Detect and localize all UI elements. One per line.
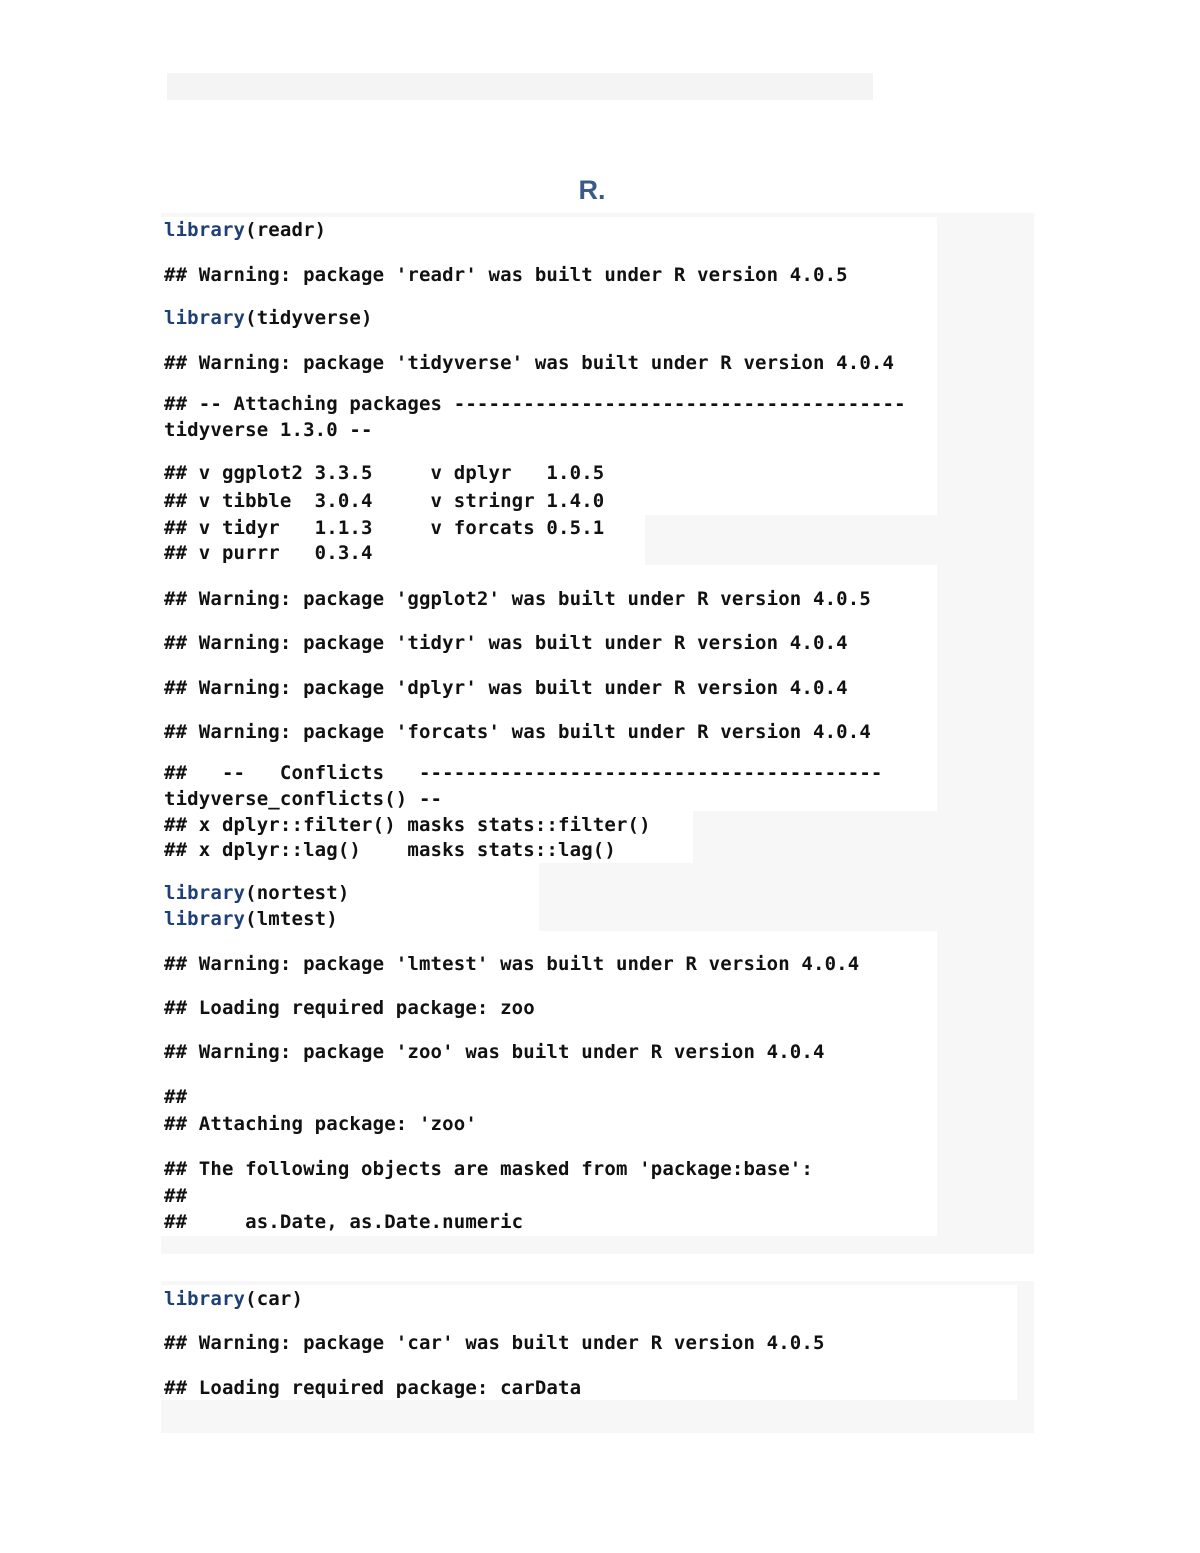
output-line: ## The following objects are masked from 'package:base':: [164, 1158, 813, 1180]
output-line: ## Attaching package: 'zoo': [164, 1113, 477, 1135]
output-line: ## v ggplot2 3.3.5 v dplyr 1.0.5: [164, 462, 605, 484]
output-line: ## Warning: package 'dplyr' was built under R version 4.0.4: [164, 677, 848, 699]
output-line: ## Loading required package: zoo: [164, 997, 535, 1019]
header-bar: [167, 73, 873, 100]
output-line: ## as.Date, as.Date.numeric: [164, 1211, 524, 1233]
output-line: ## Warning: package 'car' was built under R version 4.0.5: [164, 1332, 825, 1354]
output-line: ## Warning: package 'lmtest' was built under R version 4.0.4: [164, 953, 860, 975]
output-line: ##: [164, 1086, 188, 1108]
output-line: ## x dplyr::lag() masks stats::lag(): [164, 839, 616, 861]
output-line: ## Warning: package 'forcats' was built under R version 4.0.4: [164, 721, 871, 743]
output-line: tidyverse 1.3.0 --: [164, 419, 373, 441]
output-highlight: [161, 931, 937, 1236]
output-line: ## Warning: package 'tidyverse' was built under R version 4.0.4: [164, 352, 895, 374]
output-line: ## Warning: package 'readr' was built under R version 4.0.5: [164, 264, 848, 286]
code-line: library(lmtest): [164, 908, 338, 930]
keyword: library: [164, 307, 246, 329]
code-line: library(nortest): [164, 882, 350, 904]
output-line: ## -- Conflicts ----------------------------------------: [164, 762, 883, 784]
code-line: library(car): [164, 1288, 304, 1310]
output-line: ## v tidyr 1.1.3 v forcats 0.5.1: [164, 517, 605, 539]
output-line: ## x dplyr::filter() masks stats::filter(): [164, 814, 651, 836]
keyword: library: [164, 219, 246, 241]
output-line: ## Warning: package 'zoo' was built under R version 4.0.4: [164, 1041, 825, 1063]
page-title: R.: [578, 175, 606, 205]
output-line: ## Warning: package 'tidyr' was built under R version 4.0.4: [164, 632, 848, 654]
output-line: ## v purrr 0.3.4: [164, 542, 373, 564]
code-line: library(tidyverse): [164, 307, 373, 329]
output-line: ##: [164, 1185, 188, 1207]
output-line: tidyverse_conflicts() --: [164, 788, 443, 810]
output-line: ## -- Attaching packages ---------------------------------------: [164, 393, 906, 415]
output-line: ## Warning: package 'ggplot2' was built under R version 4.0.5: [164, 588, 871, 610]
output-line: ## Loading required package: carData: [164, 1377, 582, 1399]
keyword: library: [164, 882, 246, 904]
keyword: library: [164, 908, 246, 930]
output-line: ## v tibble 3.0.4 v stringr 1.4.0: [164, 490, 605, 512]
code-line: library(readr): [164, 219, 327, 241]
keyword: library: [164, 1288, 246, 1310]
